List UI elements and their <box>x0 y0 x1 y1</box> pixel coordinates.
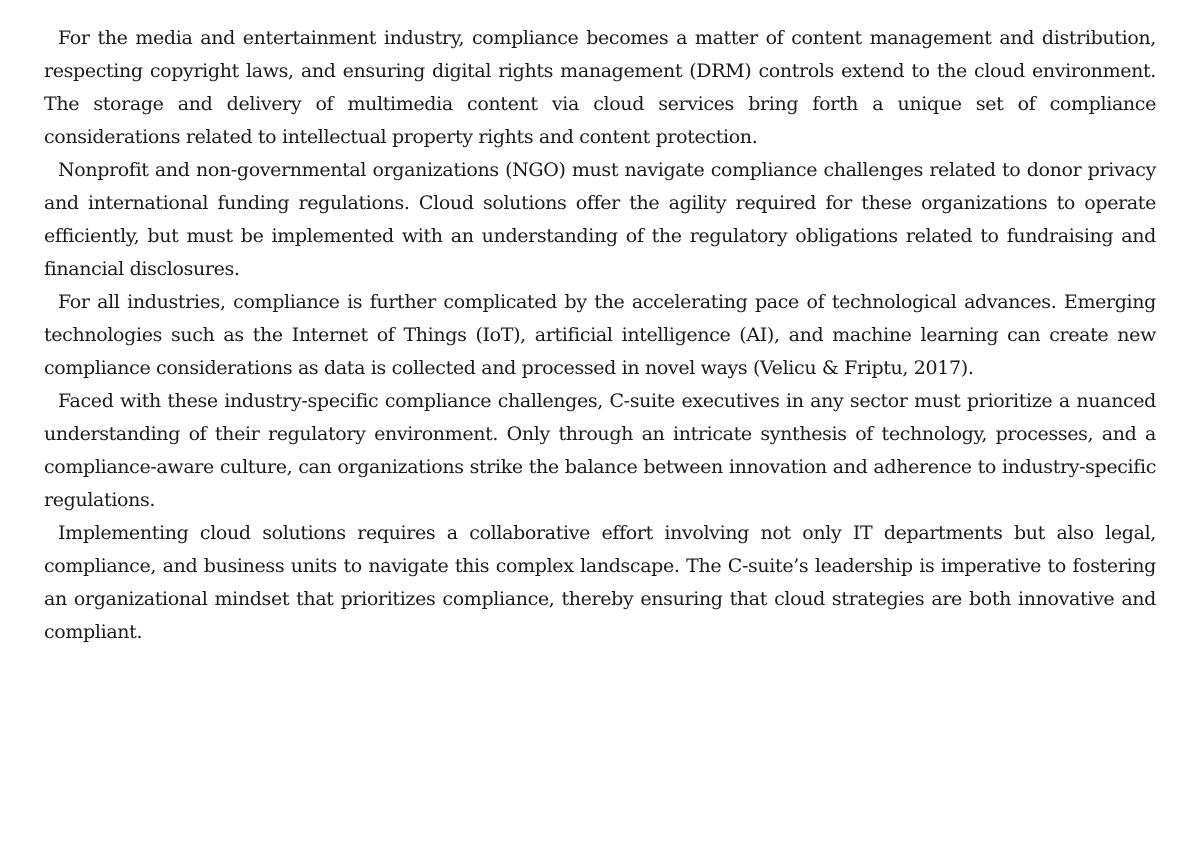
paragraph-implementing-cloud: Implementing cloud solutions requires a collaborative effort involving not only IT departments but also legal, compliance, and business units to navigate this complex landscape. The C-suite’s leadership is imperative to fostering an organizational mindset that prioritizes compliance, thereby ensuring that cloud strategies are both innovative and compliant. <box>44 522 1156 643</box>
paragraph-nonprofit-ngo: Nonprofit and non-governmental organizations (NGO) must navigate compliance challenges related to donor privacy and international funding regulations. Cloud solutions offer the agility required for these organizations to operate efficiently, but must be implemented with an understanding of the regulatory obligations related to fundraising and financial disclosures. <box>44 159 1156 280</box>
paragraph-c-suite-challenges: Faced with these industry-specific compliance challenges, C-suite executives in any sector must prioritize a nuanced understanding of their regulatory environment. Only through an intricate synthesis of technology, processes, and a compliance-aware culture, can organizations strike the balance between innovation and adherence to industry-specific regulations. <box>44 390 1156 511</box>
document-body <box>44 22 1156 649</box>
paragraph-media-entertainment: For the media and entertainment industry, compliance becomes a matter of content management and distribution, respecting copyright laws, and ensuring digital rights management (DRM) controls extend to the cloud environment. The storage and delivery of multimedia content via cloud services bring forth a unique set of compliance considerations related to intellectual property rights and content protection. <box>44 27 1156 148</box>
paragraph-all-industries: For all industries, compliance is further complicated by the accelerating pace of technological advances. Emerging technologies such as the Internet of Things (IoT), artificial intelligence (AI), and machine learning can create new compliance considerations as data is collected and processed in novel ways (Velicu & Friptu, 2017). <box>44 291 1156 379</box>
